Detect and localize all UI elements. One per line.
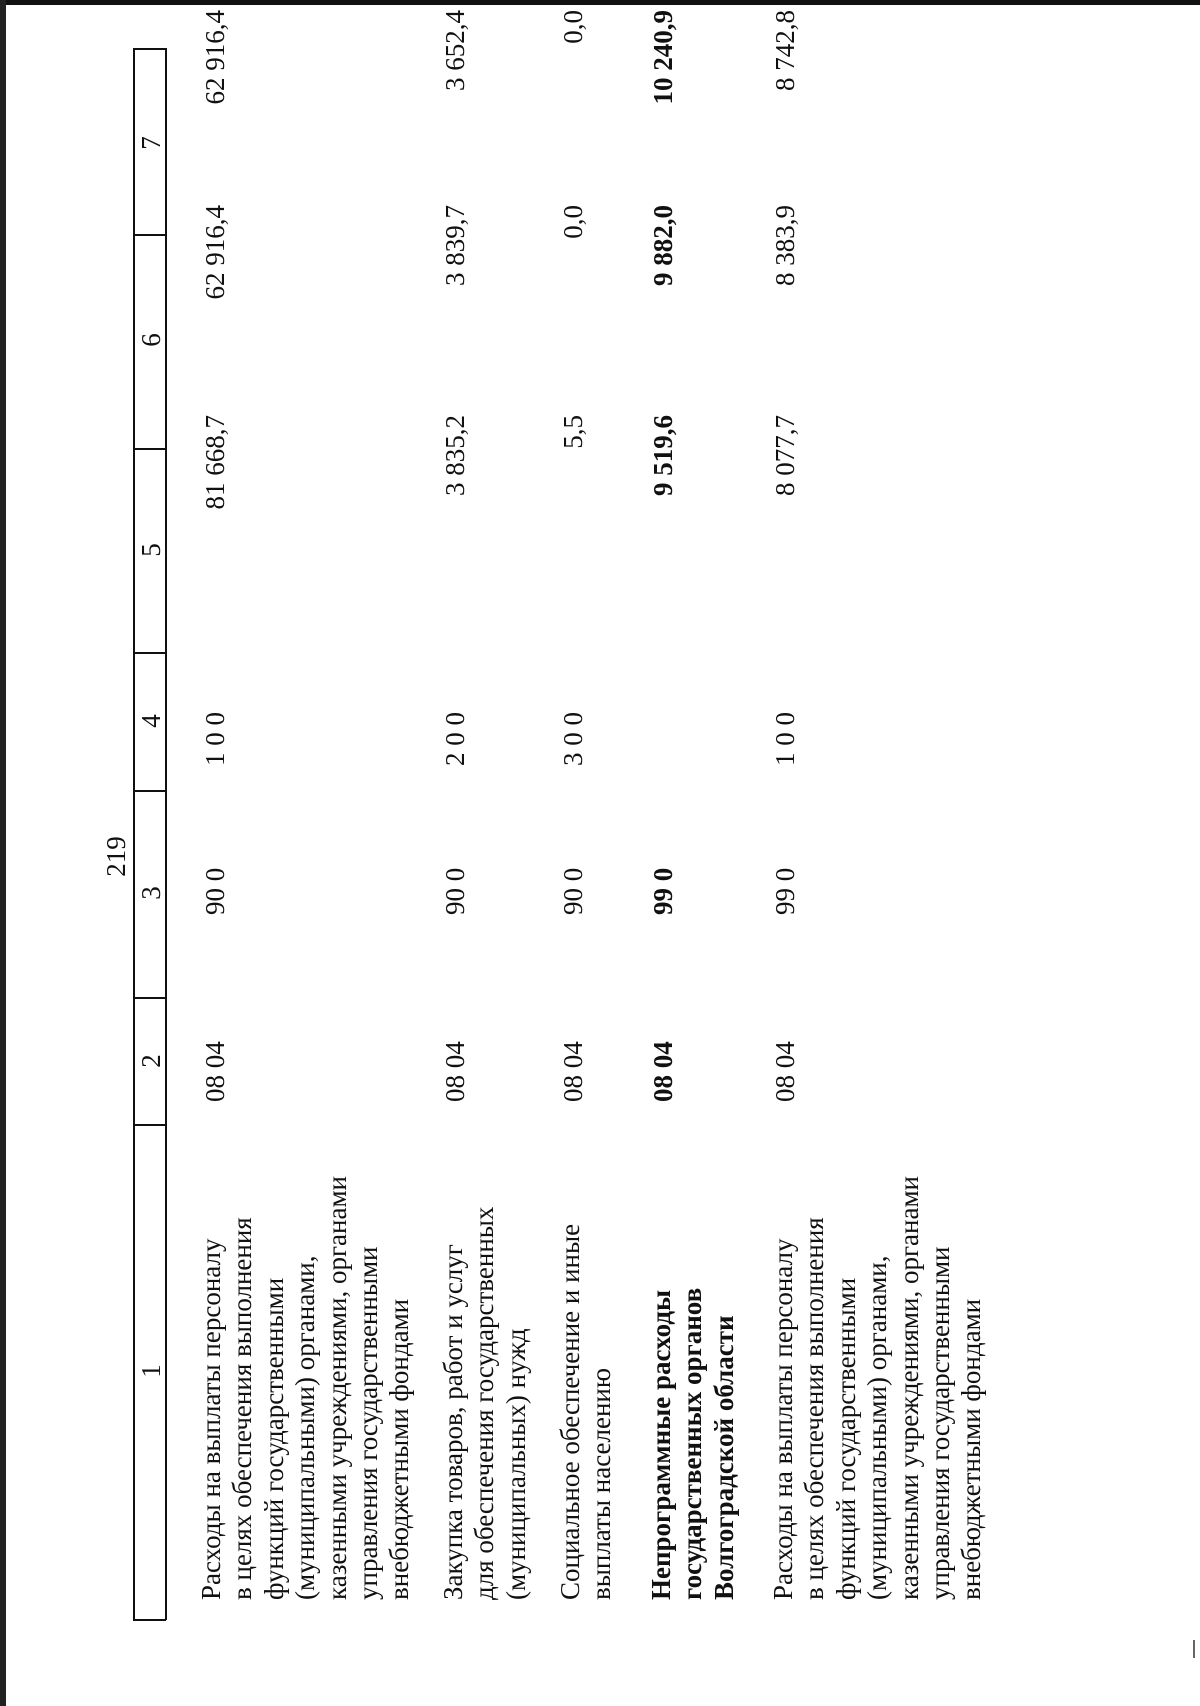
cell-program-code: 90 0 [200,867,230,915]
header-divider [133,448,166,450]
cell-value-col5: 8 077,7 [770,415,800,496]
cell-expense-type: 2 0 0 [440,712,470,766]
cell-section-code: 08 04 [558,1041,588,1102]
row-description: Непрограммные расходы государственных органов Волгоградской области [646,1287,739,1600]
cell-section-code: 08 04 [770,1041,800,1102]
header-divider [133,1619,166,1621]
cell-value-col5: 3 835,2 [440,415,470,496]
cell-value-col7: 8 742,8 [770,10,800,91]
header-divider [133,234,166,236]
header-divider [133,790,166,792]
cell-expense-type: 1 0 0 [770,712,800,766]
cell-value-col7: 10 240,9 [648,10,678,105]
header-col-3: 3 [136,886,166,900]
cell-program-code: 90 0 [558,867,588,915]
cell-value-col6: 3 839,7 [440,205,470,286]
cell-value-col7: 62 916,4 [200,10,230,105]
header-line-left [133,48,135,1620]
cell-value-col6: 0,0 [558,205,588,239]
header-col-1: 1 [136,1364,166,1378]
header-col-2: 2 [136,1054,166,1068]
header-col-6: 6 [136,333,166,347]
cell-value-col7: 0,0 [558,10,588,44]
cell-expense-type: 3 0 0 [558,712,588,766]
cell-value-col6: 62 916,4 [200,205,230,300]
header-col-5: 5 [136,543,166,557]
header-divider [133,997,166,999]
cell-section-code: 08 04 [648,1041,678,1102]
row-description: Расходы на выплаты персоналу в целях обеспечения выполнения функций государственными (муниципальными) органами, казенными учреждениями, органами управления государственными внебюджетными фондами [768,1176,987,1600]
cell-section-code: 08 04 [440,1041,470,1102]
cell-value-col5: 5,5 [558,415,588,449]
cell-program-code: 99 0 [770,867,800,915]
page-number: 219 [100,835,131,877]
cell-program-code: 90 0 [440,867,470,915]
header-divider [133,48,166,50]
cell-value-col6: 8 383,9 [770,205,800,286]
row-description: Социальное обеспечение и иные выплаты населению [555,1223,617,1600]
header-divider [133,652,166,654]
cell-program-code: 99 0 [648,867,678,915]
header-col-4: 4 [136,714,166,728]
cell-value-col6: 9 882,0 [648,205,678,286]
scan-mark [1193,1640,1195,1658]
row-description: Закупка товаров, работ и услуг для обеспечения государственных (муниципальных) нужд [438,1206,531,1600]
cell-value-col7: 3 652,4 [440,10,470,91]
header-divider [133,1124,166,1126]
cell-expense-type: 1 0 0 [200,712,230,766]
scan-edge-top [0,0,1200,5]
row-description: Расходы на выплаты персоналу в целях обеспечения выполнения функций государственными (муниципальными) органами, казенными учреждениями, органами управления государственными внебюджетными фондами [196,1176,415,1600]
cell-value-col5: 81 668,7 [200,415,230,510]
cell-section-code: 08 04 [200,1041,230,1102]
cell-value-col5: 9 519,6 [648,415,678,496]
scan-edge-left [0,0,6,1706]
header-col-7: 7 [136,136,166,150]
